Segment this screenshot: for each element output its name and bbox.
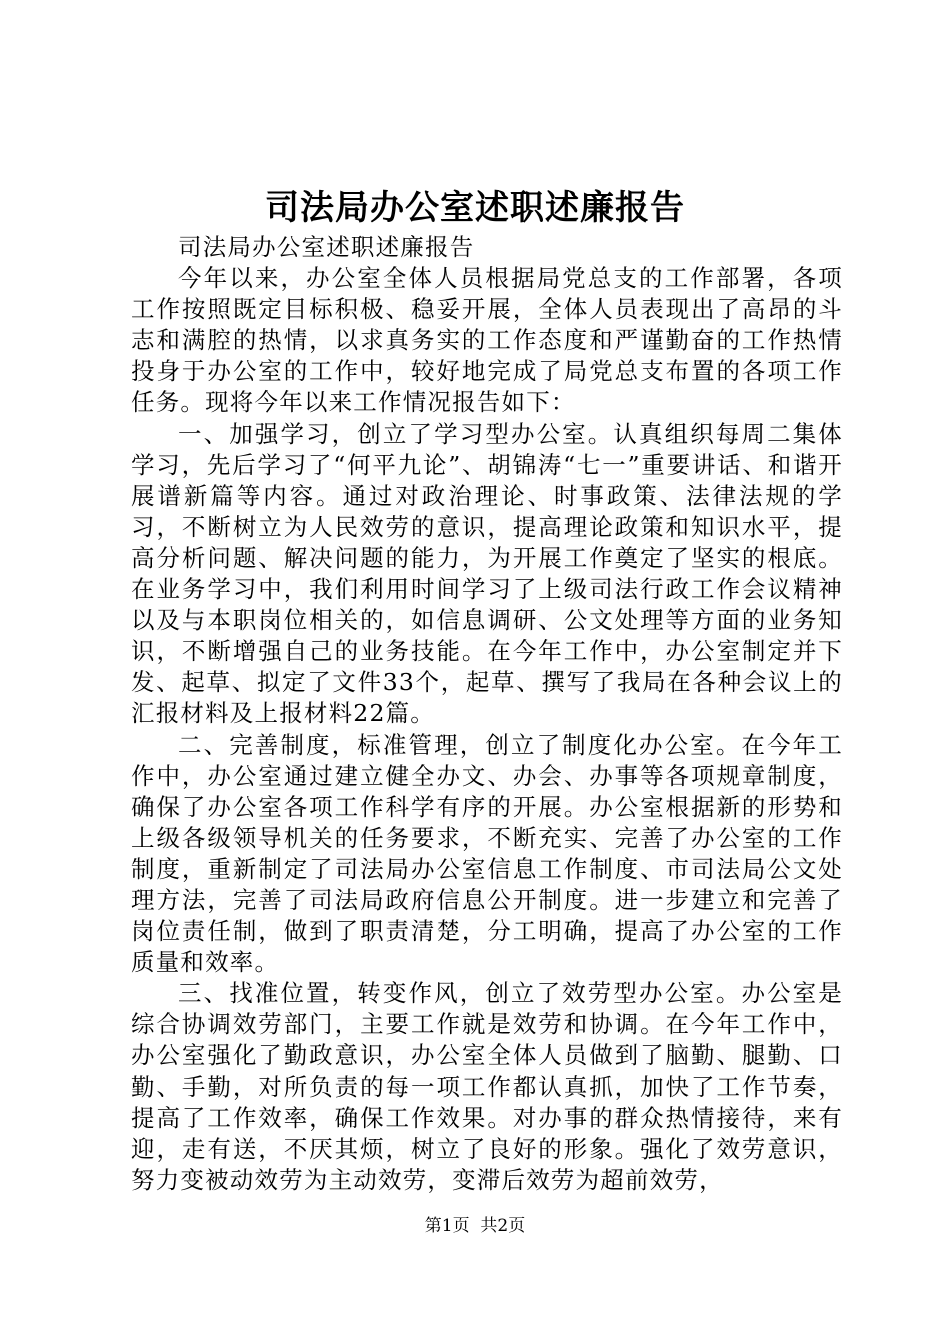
document-body (131, 232, 843, 1196)
page-number: 第1页 (424, 1216, 470, 1236)
document-title: 司法局办公室述职述廉报告 (265, 188, 685, 228)
page-footer (0, 1214, 950, 1238)
section-3-paragraph: 三、找准位置，转变作风，创立了效劳型办公室。办公室是综合协调效劳部门，主要工作就是效劳和协调。在今年工作中，办公室强化了勤政意识，办公室全体人员做到了脑勤、腿勤、口勤、手勤，对所负责的每一项工作都认真抓，加快了工作节奏，提高了工作效率，确保工作效果。对办事的群众热情接待，来有迎，走有送，不厌其烦，树立了良好的形象。强化了效劳意识，努力变被动效劳为主动效劳，变滞后效劳为超前效劳， (131, 979, 843, 1194)
page-total: 共2页 (480, 1216, 526, 1236)
intro-paragraph: 今年以来，办公室全体人员根据局党总支的工作部署，各项工作按照既定目标积极、稳妥开展，全体人员表现出了高昂的斗志和满腔的热情，以求真务实的工作态度和严谨勤奋的工作热情投身于办公室的工作中，较好地完成了局党总支布置的各项工作任务。现将今年以来工作情况报告如下： (131, 264, 843, 417)
subtitle-paragraph: 司法局办公室述职述廉报告 (178, 233, 475, 261)
section-2-paragraph: 二、完善制度，标准管理，创立了制度化办公室。在今年工作中，办公室通过建立健全办文、办会、办事等各项规章制度，确保了办公室各项工作科学有序的开展。办公室根据新的形势和上级各级领导机关的任务要求，不断充实、完善了办公室的工作制度，重新制定了司法局办公室信息工作制度、市司法局公文处理方法，完善了司法局政府信息公开制度。进一步建立和完善了岗位责任制，做到了职责清楚，分工明确，提高了办公室的工作质量和效率。 (131, 730, 843, 977)
section-1-paragraph: 一、加强学习，创立了学习型办公室。认真组织每周二集体学习，先后学习了“何平九论”、胡锦涛“七一”重要讲话、和谐开展谱新篇等内容。通过对政治理论、时事政策、法律法规的学习，不断树立为人民效劳的意识，提高理论政策和知识水平，提高分析问题、解决问题的能力，为开展工作奠定了坚实的根底。在业务学习中，我们利用时间学习了上级司法行政工作会议精神以及与本职岗位相关的，如信息调研、公文处理等方面的业务知识，不断增强自己的业务技能。在今年工作中，办公室制定并下发、起草、拟定了文件33个，起草、撰写了我局在各种会议上的汇报材料及上报材料22篇。 (131, 419, 843, 728)
